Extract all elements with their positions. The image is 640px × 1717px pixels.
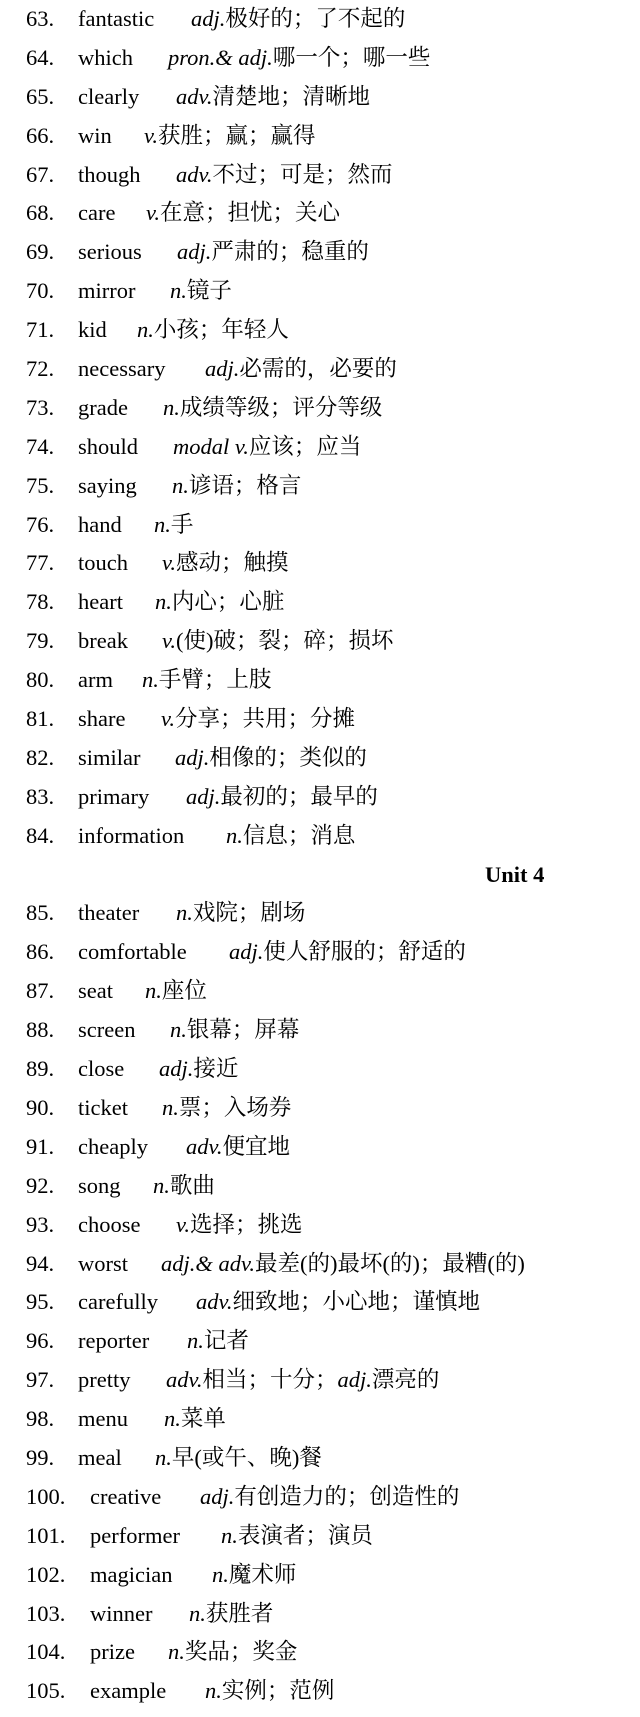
entry-definition bbox=[200, 1478, 459, 1517]
vocab-entry bbox=[0, 311, 640, 350]
entry-pos: n. bbox=[205, 1678, 222, 1704]
entry-word: share bbox=[78, 706, 126, 732]
entry-word: touch bbox=[78, 550, 128, 576]
entry-definition bbox=[196, 1283, 480, 1322]
entry-word: close bbox=[78, 1056, 125, 1082]
entry-definition bbox=[176, 1206, 302, 1245]
entry-pos: n. bbox=[187, 1328, 204, 1354]
entry-word: reporter bbox=[78, 1328, 150, 1354]
entry-word: magician bbox=[90, 1561, 173, 1587]
entry-meaning: 最差(的)最坏(的)；最糟(的) bbox=[254, 1250, 525, 1276]
entry-definition bbox=[164, 1400, 226, 1439]
entry-number: 101. bbox=[26, 1522, 66, 1548]
entry-meaning: 魔术师 bbox=[228, 1561, 297, 1587]
vocab-entry bbox=[0, 1556, 640, 1595]
entry-number: 63. bbox=[26, 6, 55, 31]
entry-definition bbox=[145, 972, 207, 1011]
vocab-entry bbox=[0, 467, 640, 506]
entry-pos: n. bbox=[212, 1561, 229, 1587]
vocab-entry bbox=[0, 39, 640, 78]
vocab-entry bbox=[0, 117, 640, 156]
vocab-entry bbox=[0, 194, 640, 233]
entry-definition bbox=[161, 1245, 525, 1284]
vocab-entry bbox=[0, 739, 640, 778]
entry-word: prize bbox=[90, 1639, 135, 1665]
entry-pos: n. bbox=[172, 472, 189, 498]
entry-meaning: 接近 bbox=[193, 1056, 239, 1082]
entry-pos: n. bbox=[176, 900, 193, 926]
entry-definition bbox=[142, 661, 271, 700]
entry-definition bbox=[162, 544, 288, 583]
entry-pos: adv. bbox=[176, 83, 213, 109]
entry-definition bbox=[176, 156, 392, 195]
vocab-entry bbox=[0, 1478, 640, 1517]
entry-meaning: 镜子 bbox=[186, 278, 232, 304]
entry-word: mirror bbox=[78, 278, 136, 304]
entry-meaning: 相当；十分； bbox=[202, 1367, 338, 1393]
entry-word: primary bbox=[78, 783, 150, 809]
entry-number: 69. bbox=[26, 239, 55, 265]
entry-pos: adj. bbox=[200, 1483, 235, 1509]
entry-definition bbox=[153, 1167, 215, 1206]
vocab-entry bbox=[0, 817, 640, 856]
entry-meaning: 内心；心脏 bbox=[171, 589, 285, 615]
entry-meaning: 实例；范例 bbox=[221, 1678, 335, 1704]
entry-pos: n. bbox=[221, 1522, 238, 1548]
entry-meaning: 成绩等级；评分等级 bbox=[179, 394, 383, 420]
vocab-entry bbox=[0, 1167, 640, 1206]
entry-meaning: 歌曲 bbox=[169, 1172, 215, 1198]
entry-meaning: 记者 bbox=[203, 1328, 249, 1354]
entry-meaning: 最初的；最早的 bbox=[220, 783, 378, 809]
entry-definition bbox=[189, 1595, 273, 1634]
entry-definition bbox=[155, 1439, 322, 1478]
entry-pos: n. bbox=[168, 1639, 185, 1665]
entry-pos: v. bbox=[176, 1211, 190, 1237]
entry-pos: v. bbox=[161, 706, 175, 732]
entry-word: saying bbox=[78, 472, 137, 498]
entry-pos: n. bbox=[154, 511, 171, 537]
entry-meaning: 谚语；格言 bbox=[188, 472, 302, 498]
entry-meaning: 获胜；赢；赢得 bbox=[157, 122, 316, 148]
entry-number: 68. bbox=[26, 200, 55, 226]
entry-definition bbox=[146, 194, 340, 233]
vocab-entry bbox=[0, 700, 640, 739]
entry-word: win bbox=[78, 122, 112, 148]
entry-word: theater bbox=[78, 900, 140, 926]
entry-word: similar bbox=[78, 744, 141, 770]
entry-meaning: 奖品；奖金 bbox=[184, 1639, 298, 1665]
vocab-entry bbox=[0, 778, 640, 817]
entry-meaning: 手臂；上肢 bbox=[158, 667, 272, 693]
entry-pos: v. bbox=[144, 122, 158, 148]
entry-meaning: 应该；应当 bbox=[248, 433, 362, 459]
entry-pos: adv. bbox=[186, 1133, 223, 1159]
entry-meaning: 感动；触摸 bbox=[175, 550, 289, 576]
entry-definition bbox=[137, 311, 289, 350]
entry-number: 98. bbox=[26, 1406, 55, 1432]
vocab-entry bbox=[0, 0, 640, 39]
entry-pos: adv. bbox=[196, 1289, 233, 1315]
entry-pos: adj. bbox=[191, 6, 226, 31]
entry-word: winner bbox=[90, 1600, 153, 1626]
entry-definition bbox=[177, 233, 369, 272]
entry-pos: adj. bbox=[159, 1056, 194, 1082]
vocab-entry bbox=[0, 1672, 640, 1711]
vocab-entry bbox=[0, 350, 640, 389]
entry-word: seat bbox=[78, 978, 113, 1004]
entry-word: menu bbox=[78, 1406, 128, 1432]
entry-meaning: 银幕；屏幕 bbox=[186, 1017, 300, 1043]
entry-number: 64. bbox=[26, 44, 55, 70]
entry-meaning: 便宜地 bbox=[222, 1133, 290, 1159]
entry-pos: adj. bbox=[177, 239, 212, 265]
vocab-entry bbox=[0, 272, 640, 311]
entry-number: 103. bbox=[26, 1600, 66, 1626]
entry-meaning: 有创造力的；创造性的 bbox=[234, 1483, 460, 1509]
entry-number: 99. bbox=[26, 1444, 55, 1470]
entry-meaning: 戏院；剧场 bbox=[192, 900, 306, 926]
entry-pos: modal v. bbox=[173, 433, 249, 459]
entry-word: which bbox=[78, 44, 133, 70]
vocab-entry bbox=[0, 1050, 640, 1089]
entry-definition bbox=[205, 350, 397, 389]
entry-definition bbox=[175, 739, 367, 778]
entry-pos: adj. bbox=[175, 744, 210, 770]
entry-number: 77. bbox=[26, 550, 55, 576]
vocab-entry bbox=[0, 156, 640, 195]
entry-word: arm bbox=[78, 667, 113, 693]
entry-number: 84. bbox=[26, 822, 55, 848]
entry-number: 70. bbox=[26, 278, 55, 304]
vocab-entry bbox=[0, 1011, 640, 1050]
entry-number: 76. bbox=[26, 511, 55, 537]
entry-word: carefully bbox=[78, 1289, 158, 1315]
vocab-entry bbox=[0, 1128, 640, 1167]
entry-pos: adj.& adv. bbox=[161, 1250, 255, 1276]
vocab-entry bbox=[0, 1400, 640, 1439]
entry-meaning: 分享；共用；分摊 bbox=[174, 706, 355, 732]
entry-number: 79. bbox=[26, 628, 55, 654]
entry-pos: pron.& adj. bbox=[168, 44, 273, 70]
entry-word: screen bbox=[78, 1017, 136, 1043]
entry-number: 91. bbox=[26, 1133, 55, 1159]
entry-word: necessary bbox=[78, 356, 166, 382]
entry-word: pretty bbox=[78, 1367, 131, 1393]
entry-definition bbox=[176, 78, 370, 117]
entry-definition bbox=[191, 0, 405, 39]
entry-definition bbox=[159, 1050, 238, 1089]
entry-word: serious bbox=[78, 239, 142, 265]
entry-meaning: 信息；消息 bbox=[242, 822, 356, 848]
entry-number: 92. bbox=[26, 1172, 55, 1198]
entry-number: 102. bbox=[26, 1561, 66, 1587]
entry-number: 94. bbox=[26, 1250, 55, 1276]
entry-pos: n. bbox=[155, 589, 172, 615]
entry-pos: n. bbox=[145, 978, 162, 1004]
entry-number: 100. bbox=[26, 1483, 66, 1509]
entry-number: 72. bbox=[26, 356, 55, 382]
entry-meaning: 严肃的；稳重的 bbox=[211, 239, 369, 265]
entry-meaning: 菜单 bbox=[180, 1406, 226, 1432]
entry-meaning: 座位 bbox=[161, 978, 207, 1004]
entry-number: 90. bbox=[26, 1094, 55, 1120]
entry-word: information bbox=[78, 822, 185, 848]
entry-word: clearly bbox=[78, 83, 140, 109]
unit-title: Unit 4 bbox=[485, 861, 545, 887]
entry-word: fantastic bbox=[78, 6, 155, 31]
entry-pos: n. bbox=[153, 1172, 170, 1198]
entry-number: 93. bbox=[26, 1211, 55, 1237]
entry-number: 75. bbox=[26, 472, 55, 498]
entry-pos: adj. bbox=[229, 939, 264, 965]
entry-pos: adv. bbox=[166, 1367, 203, 1393]
entry-word: choose bbox=[78, 1211, 141, 1237]
vocab-entry bbox=[0, 1595, 640, 1634]
entry-pos: n. bbox=[170, 278, 187, 304]
entry-word: heart bbox=[78, 589, 123, 615]
entry-pos-secondary: adj. bbox=[337, 1367, 372, 1393]
entry-word: meal bbox=[78, 1444, 122, 1470]
entry-pos: adj. bbox=[186, 783, 221, 809]
entry-word: grade bbox=[78, 394, 128, 420]
vocab-entry bbox=[0, 1283, 640, 1322]
entry-definition bbox=[162, 622, 393, 661]
entry-word: cheaply bbox=[78, 1133, 148, 1159]
vocab-entry bbox=[0, 583, 640, 622]
entry-meaning: 清楚地；清晰地 bbox=[212, 83, 370, 109]
vocab-entry bbox=[0, 1633, 640, 1672]
entry-meaning: 选择；挑选 bbox=[189, 1211, 303, 1237]
entry-word: song bbox=[78, 1172, 121, 1198]
entry-meaning: 票；入场券 bbox=[178, 1094, 292, 1120]
entry-word: ticket bbox=[78, 1094, 128, 1120]
entry-meaning: 表演者；演员 bbox=[237, 1522, 373, 1548]
entry-number: 67. bbox=[26, 161, 55, 187]
entry-pos: n. bbox=[164, 1406, 181, 1432]
entry-pos: adj. bbox=[205, 356, 240, 382]
entry-definition bbox=[173, 428, 361, 467]
vocab-entry bbox=[0, 1206, 640, 1245]
entry-word: creative bbox=[90, 1483, 162, 1509]
entry-meaning: 小孩；年轻人 bbox=[153, 317, 289, 343]
entry-pos: n. bbox=[226, 822, 243, 848]
entry-definition bbox=[170, 1011, 299, 1050]
entry-number: 82. bbox=[26, 744, 55, 770]
entry-meaning: 获胜者 bbox=[205, 1600, 274, 1626]
vocab-entry bbox=[0, 972, 640, 1011]
entry-number: 86. bbox=[26, 939, 55, 965]
entry-word: example bbox=[90, 1678, 167, 1704]
vocab-entry bbox=[0, 933, 640, 972]
entry-meaning: 使人舒服的；舒适的 bbox=[263, 939, 466, 965]
entry-definition bbox=[144, 117, 315, 156]
entry-number: 95. bbox=[26, 1289, 55, 1315]
entry-definition bbox=[155, 583, 284, 622]
vocab-entry bbox=[0, 661, 640, 700]
entry-pos: n. bbox=[162, 1094, 179, 1120]
entry-definition bbox=[205, 1672, 334, 1711]
entry-pos: n. bbox=[170, 1017, 187, 1043]
entry-definition bbox=[186, 778, 378, 817]
vocab-entry bbox=[0, 428, 640, 467]
entry-number: 88. bbox=[26, 1017, 55, 1043]
vocab-entry bbox=[0, 1361, 640, 1400]
entry-meaning: 手 bbox=[170, 511, 194, 537]
entry-word: though bbox=[78, 161, 141, 187]
entry-definition bbox=[163, 389, 382, 428]
entry-word: performer bbox=[90, 1522, 180, 1548]
entry-number: 104. bbox=[26, 1639, 66, 1665]
vocab-entry bbox=[0, 1517, 640, 1556]
entry-pos: n. bbox=[137, 317, 154, 343]
entry-number: 87. bbox=[26, 978, 55, 1004]
vocab-entry bbox=[0, 1322, 640, 1361]
entry-meaning-secondary: 漂亮的 bbox=[371, 1367, 440, 1393]
entry-number: 65. bbox=[26, 83, 55, 109]
vocab-entry bbox=[0, 1439, 640, 1478]
entry-definition bbox=[221, 1517, 373, 1556]
entry-pos: v. bbox=[162, 628, 176, 654]
entry-meaning: 在意；担忧；关心 bbox=[159, 200, 340, 226]
entry-pos: v. bbox=[162, 550, 176, 576]
entry-number: 66. bbox=[26, 122, 55, 148]
entry-definition bbox=[212, 1556, 296, 1595]
vocab-entry bbox=[0, 622, 640, 661]
entry-definition bbox=[162, 1089, 291, 1128]
entry-number: 89. bbox=[26, 1056, 55, 1082]
entry-meaning: 细致地；小心地；谨慎地 bbox=[232, 1289, 480, 1315]
entry-number: 78. bbox=[26, 589, 55, 615]
entry-word: care bbox=[78, 200, 116, 226]
vocab-entry bbox=[0, 1245, 640, 1284]
entry-number: 97. bbox=[26, 1367, 55, 1393]
vocab-entry bbox=[0, 1089, 640, 1128]
entry-definition bbox=[168, 39, 430, 78]
vocab-entry bbox=[0, 389, 640, 428]
entry-meaning: 不过；可是；然而 bbox=[212, 161, 393, 187]
entry-word: worst bbox=[78, 1250, 128, 1276]
entry-pos: n. bbox=[142, 667, 159, 693]
entry-definition bbox=[226, 817, 355, 856]
entry-definition bbox=[229, 933, 466, 972]
entry-word: hand bbox=[78, 511, 122, 537]
entry-definition bbox=[187, 1322, 249, 1361]
entry-pos: n. bbox=[189, 1600, 206, 1626]
entry-number: 85. bbox=[26, 900, 55, 926]
entry-pos: v. bbox=[146, 200, 160, 226]
entry-number: 96. bbox=[26, 1328, 55, 1354]
unit-heading bbox=[0, 856, 640, 895]
entry-pos: n. bbox=[163, 394, 180, 420]
vocab-entry bbox=[0, 894, 640, 933]
entry-definition bbox=[161, 700, 355, 739]
vocab-entry bbox=[0, 78, 640, 117]
entry-number: 105. bbox=[26, 1678, 66, 1704]
entry-number: 83. bbox=[26, 783, 55, 809]
vocab-entry bbox=[0, 544, 640, 583]
entry-number: 81. bbox=[26, 706, 55, 732]
entry-word: should bbox=[78, 433, 139, 459]
entry-number: 71. bbox=[26, 317, 55, 343]
entry-definition bbox=[168, 1633, 297, 1672]
entry-definition bbox=[176, 894, 305, 933]
entry-number: 73. bbox=[26, 394, 55, 420]
entry-word: kid bbox=[78, 317, 107, 343]
entry-pos: adv. bbox=[176, 161, 213, 187]
entry-meaning: 早(或午、晚)餐 bbox=[171, 1444, 322, 1470]
entry-meaning: 必需的，必要的 bbox=[239, 356, 397, 382]
entry-definition bbox=[154, 506, 193, 545]
entry-definition bbox=[170, 272, 232, 311]
entry-definition bbox=[186, 1128, 290, 1167]
entry-definition bbox=[172, 467, 301, 506]
entry-meaning: (使)破；裂；碎；损坏 bbox=[175, 628, 394, 654]
entry-pos: n. bbox=[155, 1444, 172, 1470]
entry-word: break bbox=[78, 628, 128, 654]
entry-meaning: 相像的；类似的 bbox=[209, 744, 367, 770]
entry-number: 80. bbox=[26, 667, 55, 693]
entry-meaning: 哪一个；哪一些 bbox=[272, 44, 431, 70]
entry-meaning: 极好的；了不起的 bbox=[225, 6, 406, 31]
entry-number: 74. bbox=[26, 433, 55, 459]
entry-word: comfortable bbox=[78, 939, 187, 965]
vocab-entry bbox=[0, 233, 640, 272]
vocab-entry bbox=[0, 506, 640, 545]
entry-definition bbox=[166, 1361, 439, 1400]
